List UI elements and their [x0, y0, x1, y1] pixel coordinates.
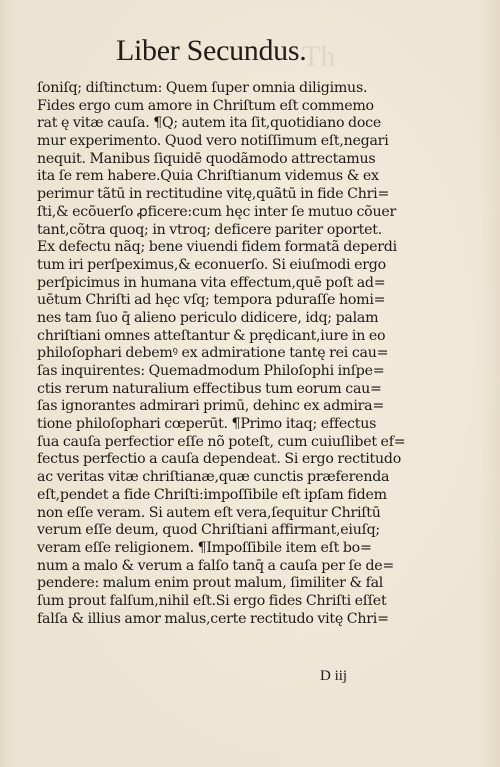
text-line: chriſtiani omnes atteſtantur & prędicant,iure in eo: [37, 327, 386, 344]
running-head: [0, 30, 500, 74]
text-line: mur experimento. Quod vero notiſſimum eſt,negari: [37, 133, 389, 150]
text-line: ac veritas vitæ chriſtianæ,quæ cunctis præferenda: [37, 469, 390, 486]
text-line: tant,cõtra quoq; in vtroq; deficere pariter oportet.: [37, 221, 382, 238]
text-line: tione philoſophari cœperūt. ¶Primo itaq; effectus: [37, 416, 377, 433]
text-line: ctis rerum naturalium effectibus tum eorum cau=: [37, 380, 382, 397]
text-line: uētum Chriſti ad hęc vſq; tempora pduraſſe homi=: [37, 292, 386, 309]
text-line: tum iri perſpeximus,& econuerſo. Si eiuſmodi ergo: [37, 256, 386, 273]
text-line: fectus perfectio a cauſa dependeat. Si ergo rectitudo: [37, 451, 401, 468]
text-line: nes tam ſuo q̄ alieno periculo didicere, idq; palam: [37, 309, 379, 326]
text-line: Fides ergo cum amore in Chriſtum eſt commemo: [37, 97, 374, 114]
text-line: veram eſſe religionem. ¶Impoſſibile item eſt bo=: [37, 539, 372, 556]
text-line: philoſophari debemꝰ ex admiratione tantę rei cau=: [37, 345, 389, 362]
signature-mark: D iij: [320, 668, 348, 684]
text-line: rat ę vitæ cauſa. ¶Q; autem ita ſit,quotidiano doce: [37, 115, 382, 132]
text-line: nequit. Manibus ſiquidē quodãmodo attrectamus: [37, 150, 376, 167]
text-line: ſum prout falſum,nihil eſt.Si ergo fides Chriſti eſſet: [37, 592, 387, 609]
body-text: [37, 80, 477, 628]
text-line: ita ſe rem habere.Quia Chriſtianum videmus & ex: [37, 168, 379, 185]
text-line: eſt,pendet a fide Chriſti:impoſſibile eſt ipſam fidem: [37, 486, 387, 503]
text-line: Ex defectu nãq; bene viuendi fidem formatã deperdi: [37, 239, 397, 256]
text-line: non eſſe veram. Si autem eſt vera,ſequitur Chriſtū: [37, 504, 381, 521]
text-line: num a malo & verum a falſo tanq̄ a cauſa per ſe de=: [37, 557, 395, 574]
text-line: perimur tãtū in rectitudine vitę,quãtū in fide Chri=: [37, 186, 390, 203]
text-line: ſoniſq; diſtinctum: Quem ſuper omnia diligimus.: [37, 80, 368, 96]
text-line: falſa & illius amor malus,certe rectitudo vitę Chri=: [37, 610, 389, 627]
show-through-text: Th: [302, 40, 336, 73]
text-line: pendere: malum enim prout malum, ſimiliter & fal: [37, 575, 384, 592]
text-line: ſti,& ecõuerſo ꝓficere:cum hęc inter ſe mutuo cõuer: [37, 203, 397, 220]
text-line: ſas ignorantes admirari primū, dehinc ex admira=: [37, 398, 384, 415]
text-line: ſas inquirentes: Quemadmodum Philoſophi inſpe=: [37, 363, 385, 379]
page-title: Liber Secundus.: [116, 34, 307, 67]
text-line: ſua cauſa perfectior eſſe nõ poteſt, cum cuiuſlibet ef=: [37, 433, 406, 450]
text-line: verum eſſe deum, quod Chriſtiani affirmant,eiuſq;: [37, 522, 380, 539]
text-line: perſpicimus in humana vita effectum,quē poſt ad=: [37, 274, 386, 291]
